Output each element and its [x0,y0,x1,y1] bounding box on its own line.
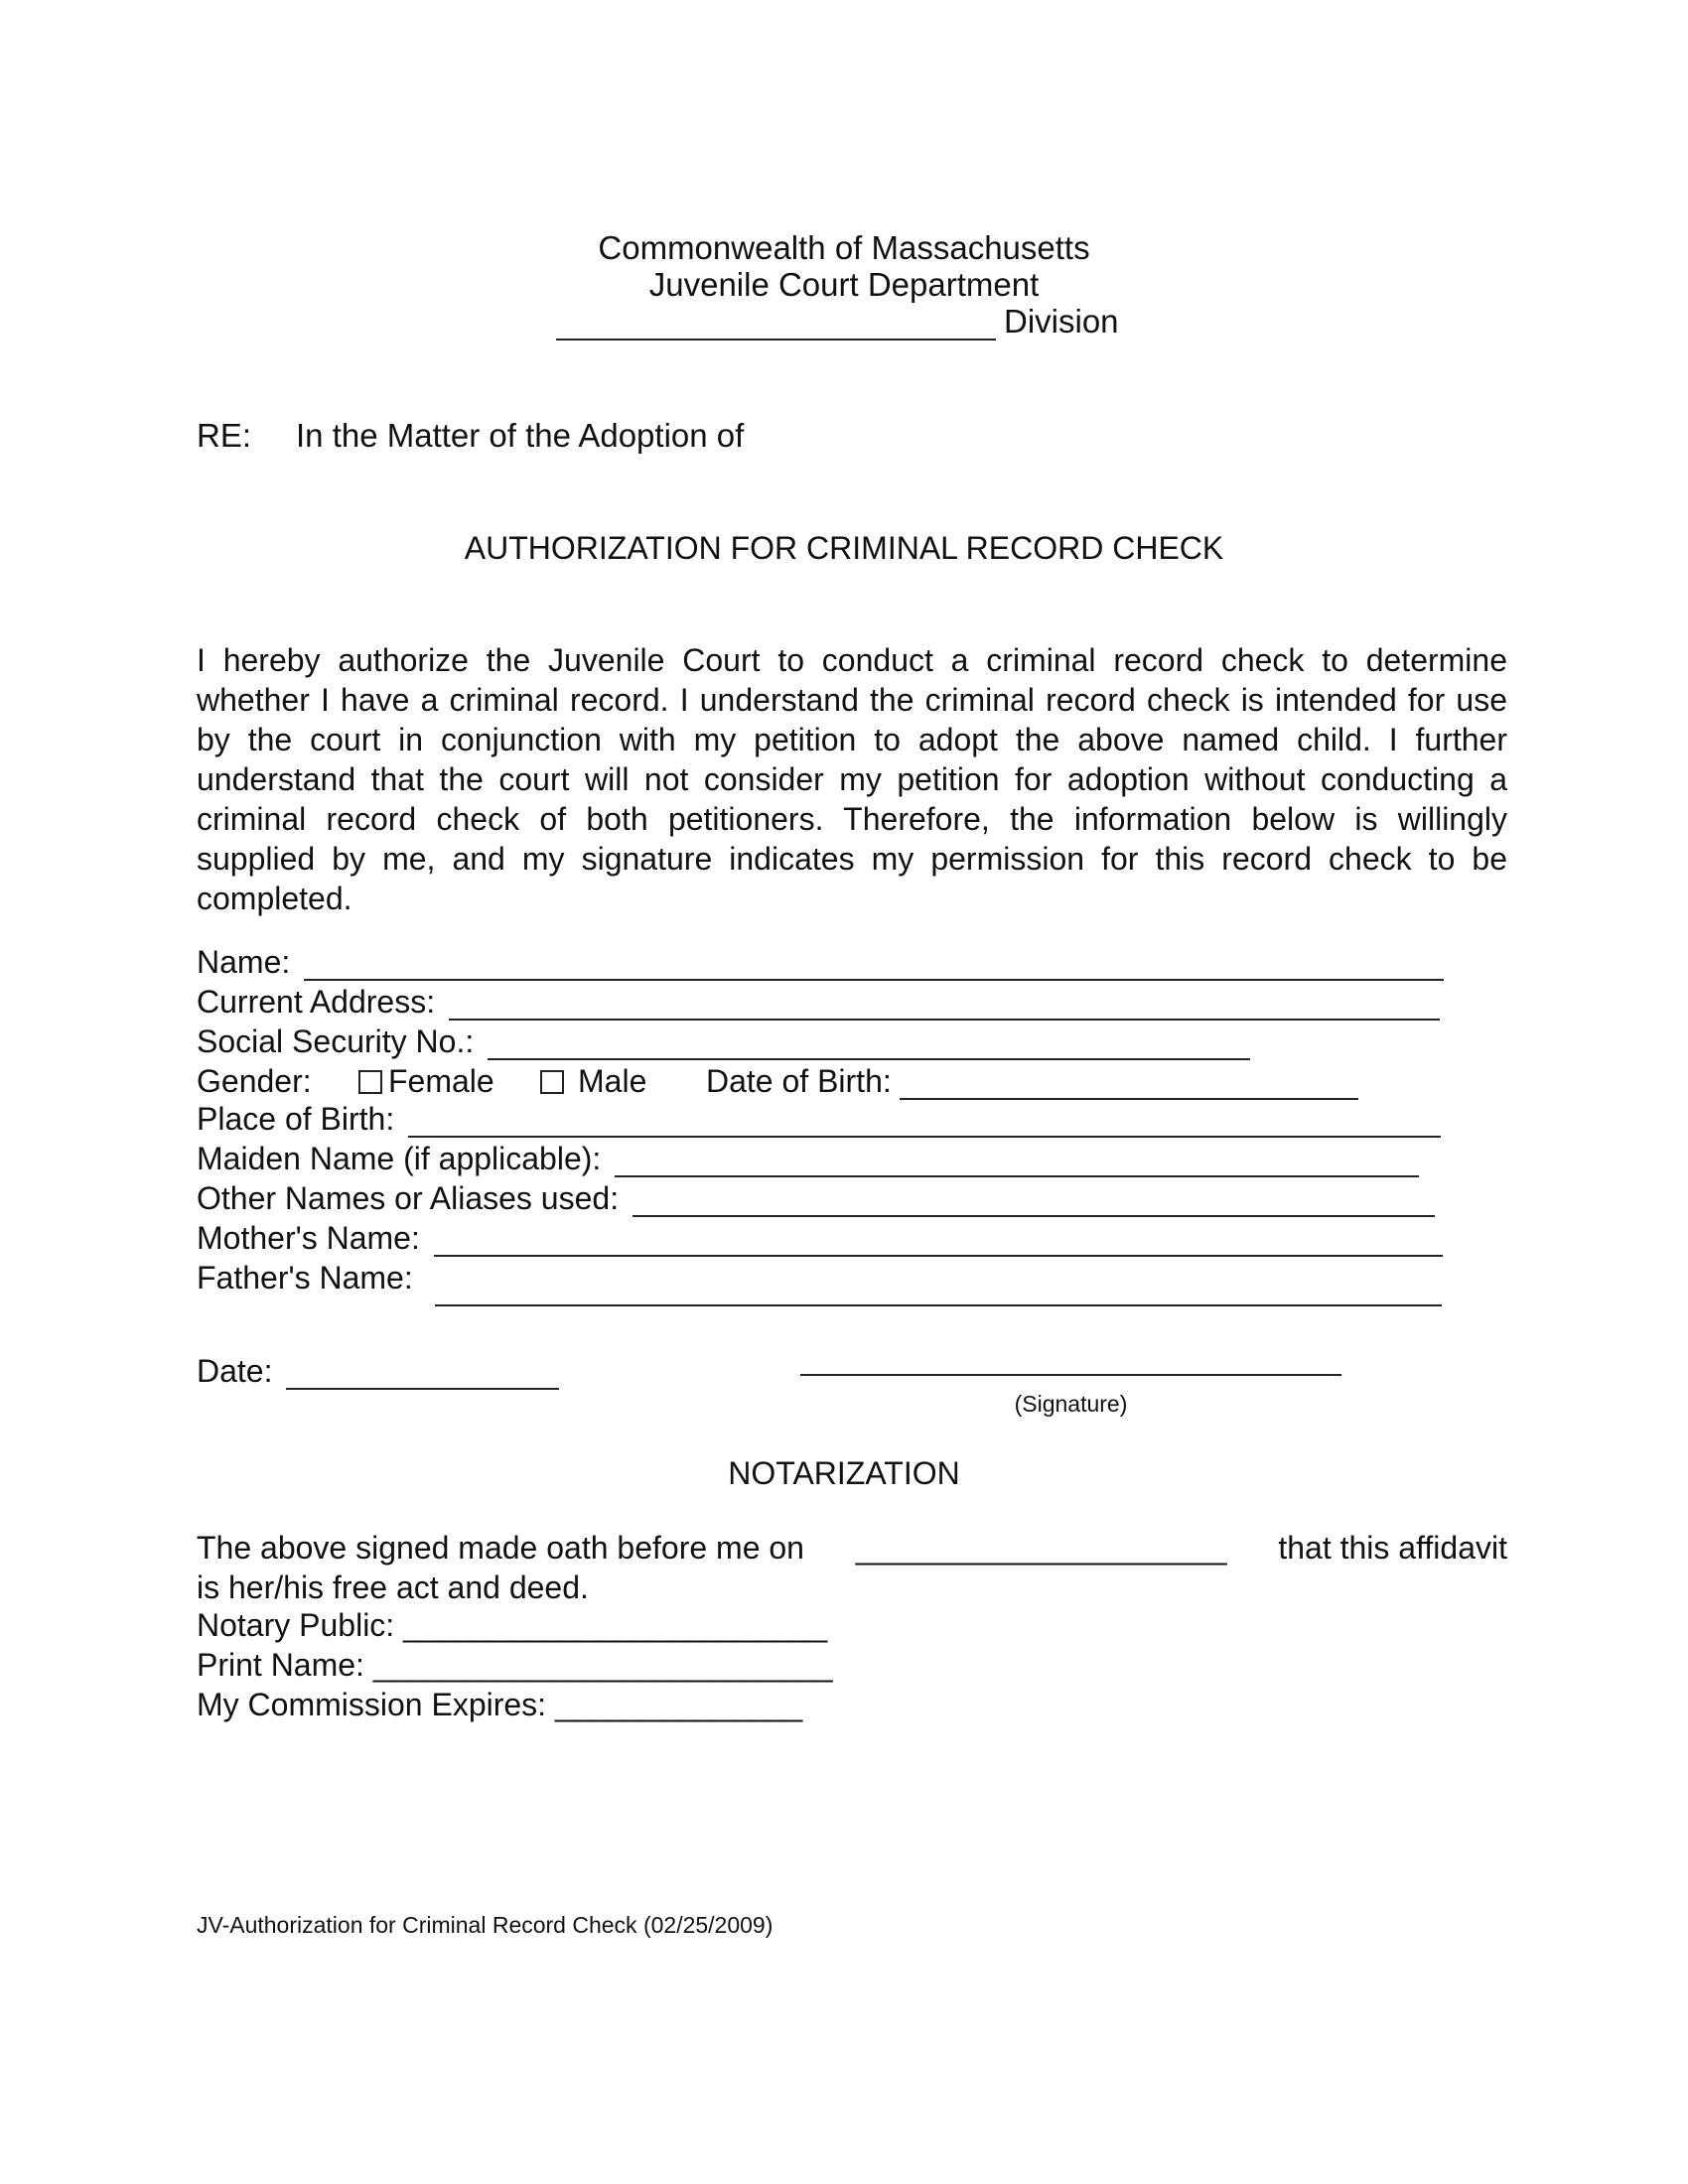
name-input[interactable] [304,949,1444,981]
notarization-title: NOTARIZATION [728,1455,960,1491]
fathers-name-row [197,1259,1442,1297]
division-input[interactable] [556,305,996,341]
current-address-label: Current Address: [197,984,436,1020]
division-label: Division [1004,303,1119,340]
current-address-input[interactable] [449,989,1440,1021]
document-title: AUTHORIZATION FOR CRIMINAL RECORD CHECK [464,530,1224,566]
other-names-input[interactable] [633,1185,1435,1217]
re-label: RE: [197,417,252,454]
maiden-name-row [197,1140,1419,1177]
maiden-name-input[interactable] [615,1146,1419,1177]
place-of-birth-label: Place of Birth: [197,1101,395,1137]
oath-date-blank[interactable]: _____________________ [855,1530,1227,1566]
maiden-name-label: Maiden Name (if applicable): [197,1141,602,1176]
date-label: Date: [197,1353,273,1389]
mothers-name-row [197,1219,1443,1257]
mothers-name-input[interactable] [434,1225,1443,1257]
oath-prefix: The above signed made oath before me on [197,1530,804,1566]
ssn-input[interactable] [488,1028,1250,1060]
signature-line[interactable] [800,1374,1341,1376]
re-text: In the Matter of the Adoption of [296,417,745,454]
gender-row [197,1062,1358,1100]
place-of-birth-row [197,1100,1441,1138]
male-label: Male [578,1063,647,1099]
form-footer: JV-Authorization for Criminal Record Check (02/25/2009) [197,1912,774,1938]
oath-suffix: that this affidavit [1278,1530,1507,1566]
fathers-name-input[interactable] [435,1275,1442,1306]
header-commonwealth: Commonwealth of Massachusetts [598,229,1090,266]
female-checkbox[interactable] [358,1070,382,1094]
authorization-paragraph: I hereby authorize the Juvenile Court to conduct a criminal record check to determine whether I have a criminal record. I understand the criminal record check is intended for use by the court in conjunction with my petition to adopt the above named child. I further understand that the court will not consider my petition for adoption without conducting a criminal record check of both petitioners. Therefore, the information below is willingly supplied by me, and my signature indicates my permission for this record check to be completed. [197,642,1507,916]
mothers-name-label: Mother's Name: [197,1220,420,1256]
other-names-label: Other Names or Aliases used: [197,1180,620,1216]
header-department: Juvenile Court Department [648,266,1040,303]
ssn-row [197,1023,1250,1060]
gender-label: Gender: [197,1063,312,1099]
oath-line-2: is her/his free act and deed. [197,1570,589,1605]
ssn-label: Social Security No.: [197,1024,475,1059]
place-of-birth-input[interactable] [408,1106,1441,1138]
female-label: Female [388,1063,494,1099]
other-names-row [197,1179,1435,1217]
signature-caption: (Signature) [1014,1391,1128,1417]
dob-label: Date of Birth: [706,1063,892,1099]
name-row [197,943,1444,981]
division-row [556,303,1119,341]
male-checkbox[interactable] [540,1070,564,1094]
name-label: Name: [197,944,291,980]
date-input[interactable] [286,1358,559,1390]
print-name-field[interactable]: Print Name: __________________________ [197,1647,833,1683]
oath-line [197,1529,1507,1567]
date-row [197,1352,559,1390]
current-address-row [197,983,1440,1021]
dob-input[interactable] [900,1068,1358,1100]
re-line [197,417,744,455]
notary-public-field[interactable]: Notary Public: ________________________ [197,1607,828,1643]
commission-expires-field[interactable]: My Commission Expires: ______________ [197,1687,803,1722]
fathers-name-label: Father's Name: [197,1260,413,1296]
